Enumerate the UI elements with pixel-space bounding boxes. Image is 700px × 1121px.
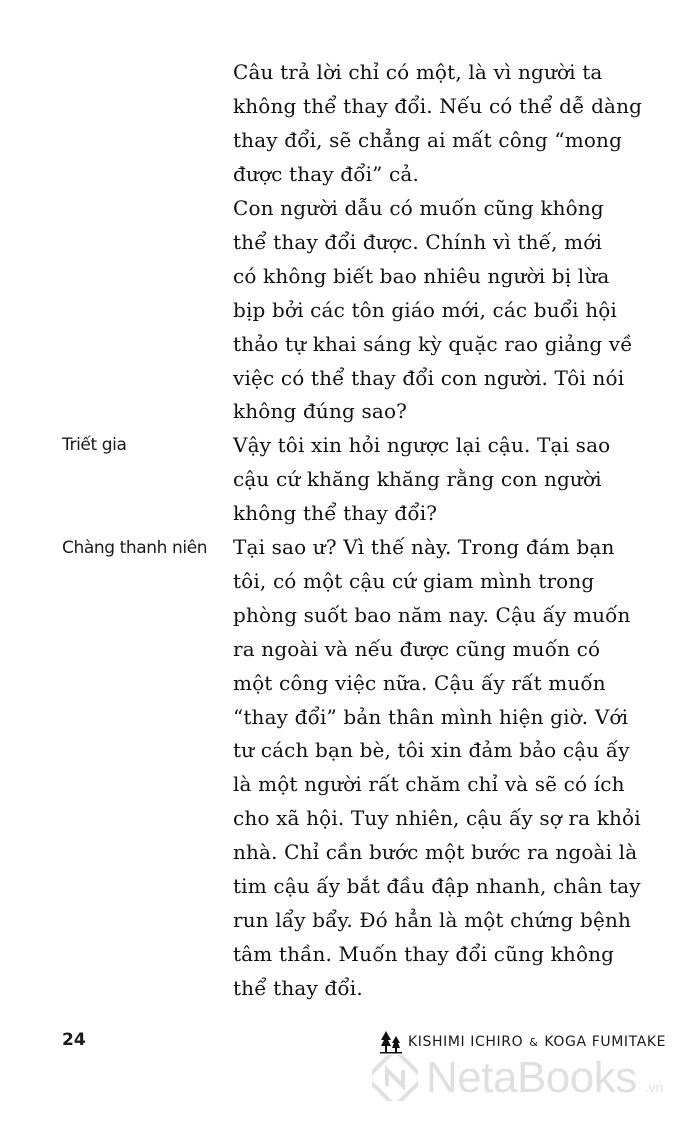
watermark: [372, 1053, 663, 1103]
paragraph: [233, 429, 653, 531]
watermark-text: NetaBooks: [426, 1053, 637, 1102]
text-line: nhà. Chỉ cần bước một bước ra ngoài là: [233, 840, 638, 865]
text-line: ra ngoài và nếu được cũng muốn có: [233, 636, 601, 661]
text-line: một công việc nữa. Cậu ấy rất muốn: [233, 670, 606, 695]
author-one: KISHIMI ICHIRO: [408, 1034, 524, 1050]
text-line: Câu trả lời chỉ có một, là vì người ta: [233, 60, 603, 84]
author-two: KOGA FUMITAKE: [544, 1034, 667, 1050]
ampersand: &: [529, 1035, 539, 1049]
text-line: Con người dẫu có muốn cũng không: [233, 196, 604, 220]
text-line: Vậy tôi xin hỏi ngược lại cậu. Tại sao: [233, 433, 611, 457]
text-line: không đúng sao?: [233, 399, 408, 424]
text-line: việc có thể thay đổi con người. Tôi nói: [233, 365, 625, 390]
text-line: thể thay đổi được. Chính vì thế, mới: [233, 229, 603, 254]
text-line: thay đổi, sẽ chẳng ai mất công “mong: [233, 127, 623, 152]
running-footer-authors: [380, 1030, 666, 1054]
text-line: không thể thay đổi. Nếu có thể dễ dàng: [233, 93, 643, 118]
text-line: không thể thay đổi?: [233, 500, 438, 525]
watermark-suffix: .vn: [644, 1079, 664, 1095]
text-line: cậu cứ khăng khăng rằng con người: [233, 466, 602, 491]
page-number: 24: [62, 1030, 86, 1050]
text-line: tôi, có một cậu cứ giam mình trong: [233, 568, 595, 593]
speaker-label: Triết gia: [62, 435, 127, 455]
text-line: có không biết bao nhiêu người bị lừa: [233, 263, 610, 288]
paragraph: [233, 192, 653, 429]
tree-ornament-icon: [380, 1030, 402, 1054]
text-line: Tại sao ư? Vì thế này. Trong đám bạn: [233, 535, 615, 559]
netabooks-logo-icon: [372, 1055, 418, 1101]
text-line: thể thay đổi.: [233, 975, 363, 1000]
text-line: cho xã hội. Tuy nhiên, cậu ấy sợ ra khỏi: [233, 806, 641, 831]
text-line: được thay đổi” cả.: [233, 161, 419, 186]
text-line: “thay đổi” bản thân mình hiện giờ. Với: [233, 704, 629, 729]
text-line: tư cách bạn bè, tôi xin đảm bảo cậu ấy: [233, 738, 630, 763]
text-line: run lẩy bẩy. Đó hẳn là một chứng bệnh: [233, 907, 632, 932]
paragraph: [233, 531, 653, 1006]
speaker-label: Chàng thanh niên: [62, 538, 208, 558]
text-line: tâm thần. Muốn thay đổi cũng không: [233, 941, 615, 966]
paragraph: [233, 56, 653, 192]
text-line: bịp bởi các tôn giáo mới, các buổi hội: [233, 297, 617, 322]
text-line: phòng suốt bao năm nay. Cậu ấy muốn: [233, 602, 631, 627]
text-line: tim cậu ấy bắt đầu đập nhanh, chân tay: [233, 874, 641, 899]
text-line: thảo tự khai sáng kỳ quặc rao giảng về: [233, 331, 633, 356]
text-line: là một người rất chăm chỉ và sẽ có ích: [233, 772, 625, 797]
